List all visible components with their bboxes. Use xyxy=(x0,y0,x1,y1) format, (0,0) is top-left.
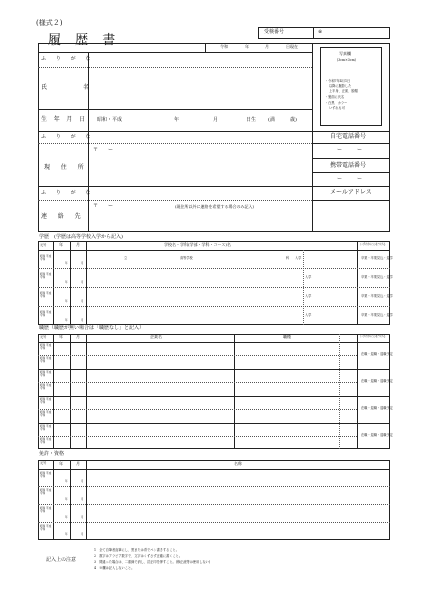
license-era-1: 昭和 平成 令和 xyxy=(40,472,52,478)
date-month: 月 xyxy=(265,44,269,49)
work-era-3b: 昭和 平成 令和 xyxy=(40,411,52,417)
photo-title: 写真欄 xyxy=(339,51,351,56)
license-col-year: 年 xyxy=(59,461,63,466)
edu-year-3: 年 xyxy=(65,300,68,303)
address-input[interactable] xyxy=(90,145,310,185)
license-col-name: 名称 xyxy=(234,461,242,466)
edu-month-4: 月 xyxy=(81,319,84,322)
edu-year-4: 年 xyxy=(65,319,68,322)
address-label: 現 住 所 xyxy=(44,164,87,171)
edu-era-3: 昭和 平成 令和 xyxy=(40,292,52,298)
license-col-month: 月 xyxy=(76,461,80,466)
edu-col-status: いずれかに○をつける xyxy=(360,243,386,246)
email-label: メールアドレス xyxy=(330,189,372,196)
work-col-company: 企業名 xyxy=(150,334,162,339)
edu-month-3: 月 xyxy=(81,300,84,303)
license-month-1: 月 xyxy=(81,480,84,483)
edu-col-era: 元号 xyxy=(40,243,47,247)
photo-note-6: いずれも可 xyxy=(329,106,345,110)
contact-label: 連 絡 先 xyxy=(41,213,84,220)
name-label: 氏 名 xyxy=(41,84,92,91)
work-col-month: 月 xyxy=(76,334,80,339)
birth-year: 年 xyxy=(174,117,180,123)
license-month-4: 月 xyxy=(81,533,84,536)
edu-month-2: 月 xyxy=(81,281,84,284)
work-era-3a: 昭和 平成 令和 xyxy=(40,398,52,404)
note-2: 2 数字はアラビア数字で、文字はくずさず正確に書くこと。 xyxy=(94,554,183,558)
work-era-1a: 昭和 平成 令和 xyxy=(40,344,52,350)
edu-row3-enter: 入学 xyxy=(305,294,312,298)
note-3: 3 間違った場合は、二重線で消し、訂正印を押すこと。(修正液等は使用しない) xyxy=(94,560,211,564)
edu-col-month: 月 xyxy=(76,242,80,247)
license-year-3: 年 xyxy=(65,516,68,519)
furigana-label: ふ り が な xyxy=(41,56,93,62)
edu-year-1: 年 xyxy=(65,262,68,265)
license-era-4: 昭和 平成 令和 xyxy=(40,525,52,531)
work-row4-status[interactable]: 在職・退職・退職予定 xyxy=(361,433,393,437)
license-heading: 免許・資格 xyxy=(39,451,65,457)
work-col-status: いずれかに○をつける xyxy=(360,335,386,338)
photo-note-2: 以降に撮影した xyxy=(329,84,352,88)
work-col-year: 年 xyxy=(59,334,63,339)
work-era-4a: 昭和 平成 令和 xyxy=(40,425,52,431)
work-table xyxy=(38,334,390,449)
photo-note-5: ・白黒 カラー xyxy=(325,101,348,105)
birth-label: 生 年 月 日 xyxy=(41,116,88,123)
contact-furigana-label: ふ り が な xyxy=(41,190,93,196)
work-era-1b: 昭和 平成 令和 xyxy=(40,357,52,363)
edu-row1-status[interactable]: 卒業・卒業見込・退学 xyxy=(361,256,393,260)
license-month-2: 月 xyxy=(81,498,84,501)
email-input[interactable] xyxy=(314,202,388,231)
edu-era-4: 昭和 平成 令和 xyxy=(40,311,52,317)
home-phone-label: 自宅電話番号 xyxy=(330,133,367,140)
edu-col-school: 学校名・学科(学部・学科・コース)名 xyxy=(164,242,231,247)
edu-row1-highschool: 高等学校 xyxy=(180,256,193,260)
education-table xyxy=(38,241,390,325)
license-table xyxy=(38,460,390,540)
date-year: 年 xyxy=(245,44,249,49)
edu-row1-enter: 入学 xyxy=(295,256,302,260)
work-heading: 職歴（職歴が無い場合は「職歴なし」と記入） xyxy=(39,325,145,331)
edu-col-year: 年 xyxy=(59,242,63,247)
license-year-4: 年 xyxy=(65,533,68,536)
home-phone-dash: ー ー xyxy=(337,147,363,153)
note-4: 4 ※欄は記入しないこと。 xyxy=(94,566,135,570)
edu-era-2: 昭和 平成 令和 xyxy=(40,273,52,279)
mobile-phone-label: 携帯電話番号 xyxy=(330,162,367,169)
license-year-2: 年 xyxy=(65,498,68,501)
exam-number-value: ※ xyxy=(318,29,323,35)
edu-era-1: 昭和 平成 令和 xyxy=(40,255,52,261)
license-month-3: 月 xyxy=(81,516,84,519)
age-label: (満 歳) xyxy=(268,117,297,123)
work-era-4b: 昭和 平成 令和 xyxy=(40,438,52,444)
work-row1-status[interactable]: 在職・退職・退職予定 xyxy=(361,352,393,356)
edu-row2-status[interactable]: 卒業・卒業見込・退学 xyxy=(361,275,393,279)
edu-month-1: 月 xyxy=(81,262,84,265)
work-col-type: 職種 xyxy=(283,334,291,339)
photo-note-1: ・令和7年4月1日 xyxy=(325,79,351,83)
photo-note-4: ・裏面に氏名 xyxy=(325,95,345,99)
work-row2-status[interactable]: 在職・退職・退職予定 xyxy=(361,379,393,383)
exam-number-label: 受検番号 xyxy=(264,29,285,35)
work-col-era: 元号 xyxy=(40,335,47,339)
note-1: 1 全て自筆者直筆にし、黒または青でペン書きすること。 xyxy=(94,548,179,552)
address-postal: 〒 ー xyxy=(93,147,114,153)
photo-note-3: 上半身、正面、脱帽 xyxy=(329,89,358,93)
work-era-2a: 昭和 平成 令和 xyxy=(40,371,52,377)
education-heading: 学歴 (学歴は高等学校入学から記入) xyxy=(39,234,123,240)
edu-row3-status[interactable]: 卒業・卒業見込・退学 xyxy=(361,294,393,298)
license-era-2: 昭和 平成 令和 xyxy=(40,489,52,495)
contact-postal: 〒 ー xyxy=(93,203,114,209)
license-era-3: 昭和 平成 令和 xyxy=(40,507,52,513)
form-title: 履 歴 書 xyxy=(48,33,121,48)
birth-month: 月 xyxy=(213,117,219,123)
birth-era: 昭和・平成 xyxy=(97,117,123,123)
address-furigana-label: ふ り が な xyxy=(41,134,93,140)
notes-label: 記入上の注意 xyxy=(46,557,77,563)
edu-row1-dept: 科 xyxy=(286,256,290,260)
work-row3-status[interactable]: 在職・退職・退職予定 xyxy=(361,406,393,410)
date-era: 令和 xyxy=(220,44,228,49)
work-era-2b: 昭和 平成 令和 xyxy=(40,384,52,390)
mobile-phone-dash: ー ー xyxy=(337,176,363,182)
photo-size: (3cm×3cm) xyxy=(337,58,356,62)
license-col-era: 元号 xyxy=(40,461,47,465)
name-input[interactable] xyxy=(90,68,310,108)
edu-row4-enter: 入学 xyxy=(305,313,312,317)
edu-row4-status[interactable]: 卒業・卒業見込・退学 xyxy=(361,313,393,317)
edu-year-2: 年 xyxy=(65,281,68,284)
contact-input[interactable] xyxy=(90,202,310,231)
edu-row2-enter: 入学 xyxy=(305,275,312,279)
date-day: 日現在 xyxy=(286,44,298,49)
birth-day: 日生 xyxy=(246,117,257,123)
contact-note: (現住所以外に連絡を希望する場合のみ記入) xyxy=(175,204,255,209)
license-year-1: 年 xyxy=(65,480,68,483)
form-number: (様式２) xyxy=(36,19,63,27)
edu-row1-public: 立 xyxy=(124,256,128,260)
